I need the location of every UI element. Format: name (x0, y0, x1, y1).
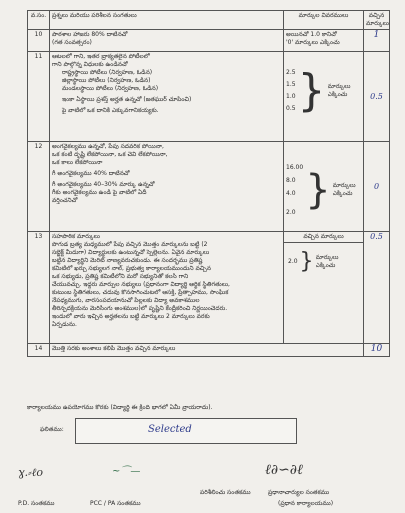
criteria-title: సహపాఠిక మార్కులు (52, 233, 100, 240)
row-criteria (50, 142, 284, 232)
brace-label: ఎక్కించు (315, 262, 336, 269)
row-criteria (50, 232, 284, 344)
mark-value: 1.0 (286, 93, 296, 100)
result-box (75, 418, 297, 444)
mark-value: 2.5 (286, 69, 296, 76)
mark-value: 2.0 (286, 209, 296, 216)
row-criteria (50, 344, 364, 357)
brace-glyph: } (299, 249, 314, 274)
row-criteria (50, 30, 284, 52)
criteria-line: చేయువచ్చు. ఇద్దరు మార్పుల నభ్యులు (ప్రధానంగా విద్యార్థి ఆర్థిక స్థితిగతులు, (52, 281, 230, 288)
hm-signature-label: పరిశీలించు సంతకము (200, 489, 251, 496)
brace-label: మార్కులు (315, 254, 339, 261)
mark-value: 2.0 (288, 258, 298, 265)
marks-table (27, 10, 390, 357)
criteria-line: గీ అంగవైకల్యము 40% దాటినచో (52, 170, 130, 177)
row-criteria (50, 52, 284, 142)
criteria-line: ఇంకా ఏస్థాయి ప్రశస్త్ అర్హత ఉన్నచో (జతఘుర్ చూపించి) (62, 96, 192, 103)
row-given-marks: 1 (364, 30, 390, 52)
brace-label: ఎక్కించు (332, 190, 353, 197)
table-row (28, 232, 390, 344)
criteria-line: పాఠశాల హాజరు 80% దాటినచో (52, 31, 128, 38)
header-marks-detail: మార్కుల వివరములు (284, 11, 364, 30)
row-given-marks: 0.5 (364, 232, 390, 344)
criteria-line: బట్టిన విద్యార్థిని మెరిట్ నాణ్యవరుచకుండు. ఈ సందర్భము ప్రతిష్ట (52, 257, 203, 264)
row-given-marks: 0 (364, 142, 390, 232)
marks-line: '0' మార్కులు ఎక్కించు (286, 39, 340, 46)
table-row (28, 52, 390, 142)
pcc-signature-label: PCC / PA సంతకము (90, 500, 141, 507)
brace-glyph: } (305, 167, 331, 213)
principal-signature-label: ప్రధానాచార్యుల సంతకము (268, 489, 330, 496)
criteria-line: వర్తించనిచో (52, 197, 78, 204)
criteria-line: పై వాటిలో ఒక దానికి ఎక్కువగానికయ్యకు. (62, 107, 159, 114)
criteria-line: మండలస్థాయి పోటీలు (నిర్వహణ, ఓడిన) (62, 85, 159, 92)
row-number: 10 (28, 30, 50, 52)
marks-line: అయినచో 1.0 కానిచో (286, 31, 337, 38)
criteria-line: ఇందులో వారు ఇచ్చిన అర్హతలను బట్టి మార్కులు 2 మార్కులు వరకు (52, 313, 210, 320)
criteria-line: అంగవైకల్యము ఉన్నచో, పేపు సదవరిక పోయినా, (52, 143, 164, 150)
row-number: 14 (28, 344, 50, 357)
row-number: 13 (28, 232, 50, 344)
mark-value: 16.00 (286, 164, 304, 171)
mark-value: 8.0 (286, 177, 296, 184)
header-criteria: ప్రశ్నలు మరియు పరిశీలన సంగతులు (50, 11, 284, 30)
row-marks-detail (284, 232, 364, 344)
office-use-note: కార్యాలయము ఉపయోగము కొరకు (విద్యార్థి ఈ క్రింది భాగలో ఏమీ వ్రాయరాదు). (27, 404, 213, 411)
criteria-line: జిల్లాస్థాయి పోటీలు (నిర్వహణ, ఓడిన) (62, 77, 151, 84)
row-marks-detail (284, 30, 364, 52)
criteria-line: గాని పాల్గొన్న విధులకు ఉండినచో (52, 61, 128, 68)
row-number: 12 (28, 142, 50, 232)
criteria-line: పొగుడ బ్రత్య మధ్యములో పేపు వచ్చిన మొత్తం మార్కులను బట్టి (2 (52, 241, 208, 248)
marks-subheader: వచ్చిన మార్కులు (284, 232, 363, 243)
criteria-line: ఒక కాలు లేకపోయినా (52, 159, 103, 166)
criteria-line: గీ అంగవైకల్యము 40–30% మార్కు ఉన్నచో (52, 181, 155, 188)
table-row (28, 142, 390, 232)
row-marks-detail (284, 52, 364, 142)
table-row (28, 30, 390, 52)
row-marks-detail (284, 142, 364, 232)
principal-signature-sub: (ప్రధాన కార్యాలయము) (278, 500, 334, 507)
criteria-line: ఏర్పడును. (52, 321, 77, 328)
result-value: Selected (148, 424, 192, 435)
mark-value: 0.5 (286, 105, 296, 112)
mark-value: 4.0 (286, 190, 296, 197)
criteria-line: తీరిన్పదక్రియను మెరిసింగు అంశముల)లో పృష్టిని కేంద్రీకరించి నిర్ణయించెదరు. (52, 305, 228, 312)
principal-signature-mark: ℓ∂∽∂ℓ (265, 462, 303, 478)
row-given-marks: 10 (364, 344, 390, 357)
table-row (28, 344, 390, 357)
row-number: 11 (28, 52, 50, 142)
pd-signature-label: P.D. సంతకము (18, 500, 55, 507)
criteria-line: కుటుంబ స్థితిగతులు, చదువు కొనసాగించుటలో ఆసక్తి, ప్రేత్సాహము, సాంఘిక (52, 289, 229, 296)
criteria-line: కమిటిలో ఖర్చు సభ్యులగ నాల్, ప్రభుత్వ కార్యాలయముందుని వచ్చిన (52, 265, 211, 272)
criteria-line: ఆటలలో గాని, ఇతర బ్రాక్యతలైన పోటీలలో (52, 53, 150, 60)
criteria-line: గీకు అంగవైకల్యము ఉండి పై వాటిలో ఏదీ (52, 189, 147, 196)
pcc-signature-mark: ~⌒— (112, 466, 141, 477)
table-header-row (28, 11, 390, 30)
row-given-marks: 0.5 (364, 52, 390, 142)
brace-label: మార్కులు (327, 83, 351, 90)
brace-label: ఎక్కించు (327, 91, 348, 98)
criteria-line: (గత సంవత్సరం) (52, 39, 92, 46)
criteria-line: మొత్తి సరకు అంశాలు కలిపి మొత్తం వచ్చిన మార్కులు (52, 345, 176, 352)
criteria-line: సబ్జెక్ట్ మీదుగా) విద్యార్థులకు ఉంటున్నచో స్పెల్లెలను. ఏవైన మార్కులు (52, 249, 210, 256)
brace-glyph: } (297, 65, 326, 116)
criteria-line: నేపధ్యముగు, వారసంపదయానుచో పిల్లలకు విద్యా అవకాశముల (52, 297, 200, 304)
criteria-line: రాష్ట్రస్థాయి పోటీలు (నిర్వహణ, ఓడిన) (62, 69, 153, 76)
mark-value: 1.5 (286, 81, 296, 88)
criteria-line: ఒక సభ్యుడు, ప్రతిష్ట కమిటీలోని మరో సభ్యునితో కలసి గాని (52, 273, 189, 280)
criteria-line: ఒక కంటి దృష్టి లేకపోయినా, ఒక చెవి లేకపోయినా, (52, 151, 168, 158)
header-marks-given: వచ్చిన మార్కులు (364, 11, 390, 30)
header-sno: వ.సం. (28, 11, 50, 30)
brace-label: మార్కులు (332, 182, 356, 189)
result-label: ఫలితము: (40, 426, 64, 433)
pd-signature-mark: ɣ.⸗ℓo (18, 466, 43, 479)
